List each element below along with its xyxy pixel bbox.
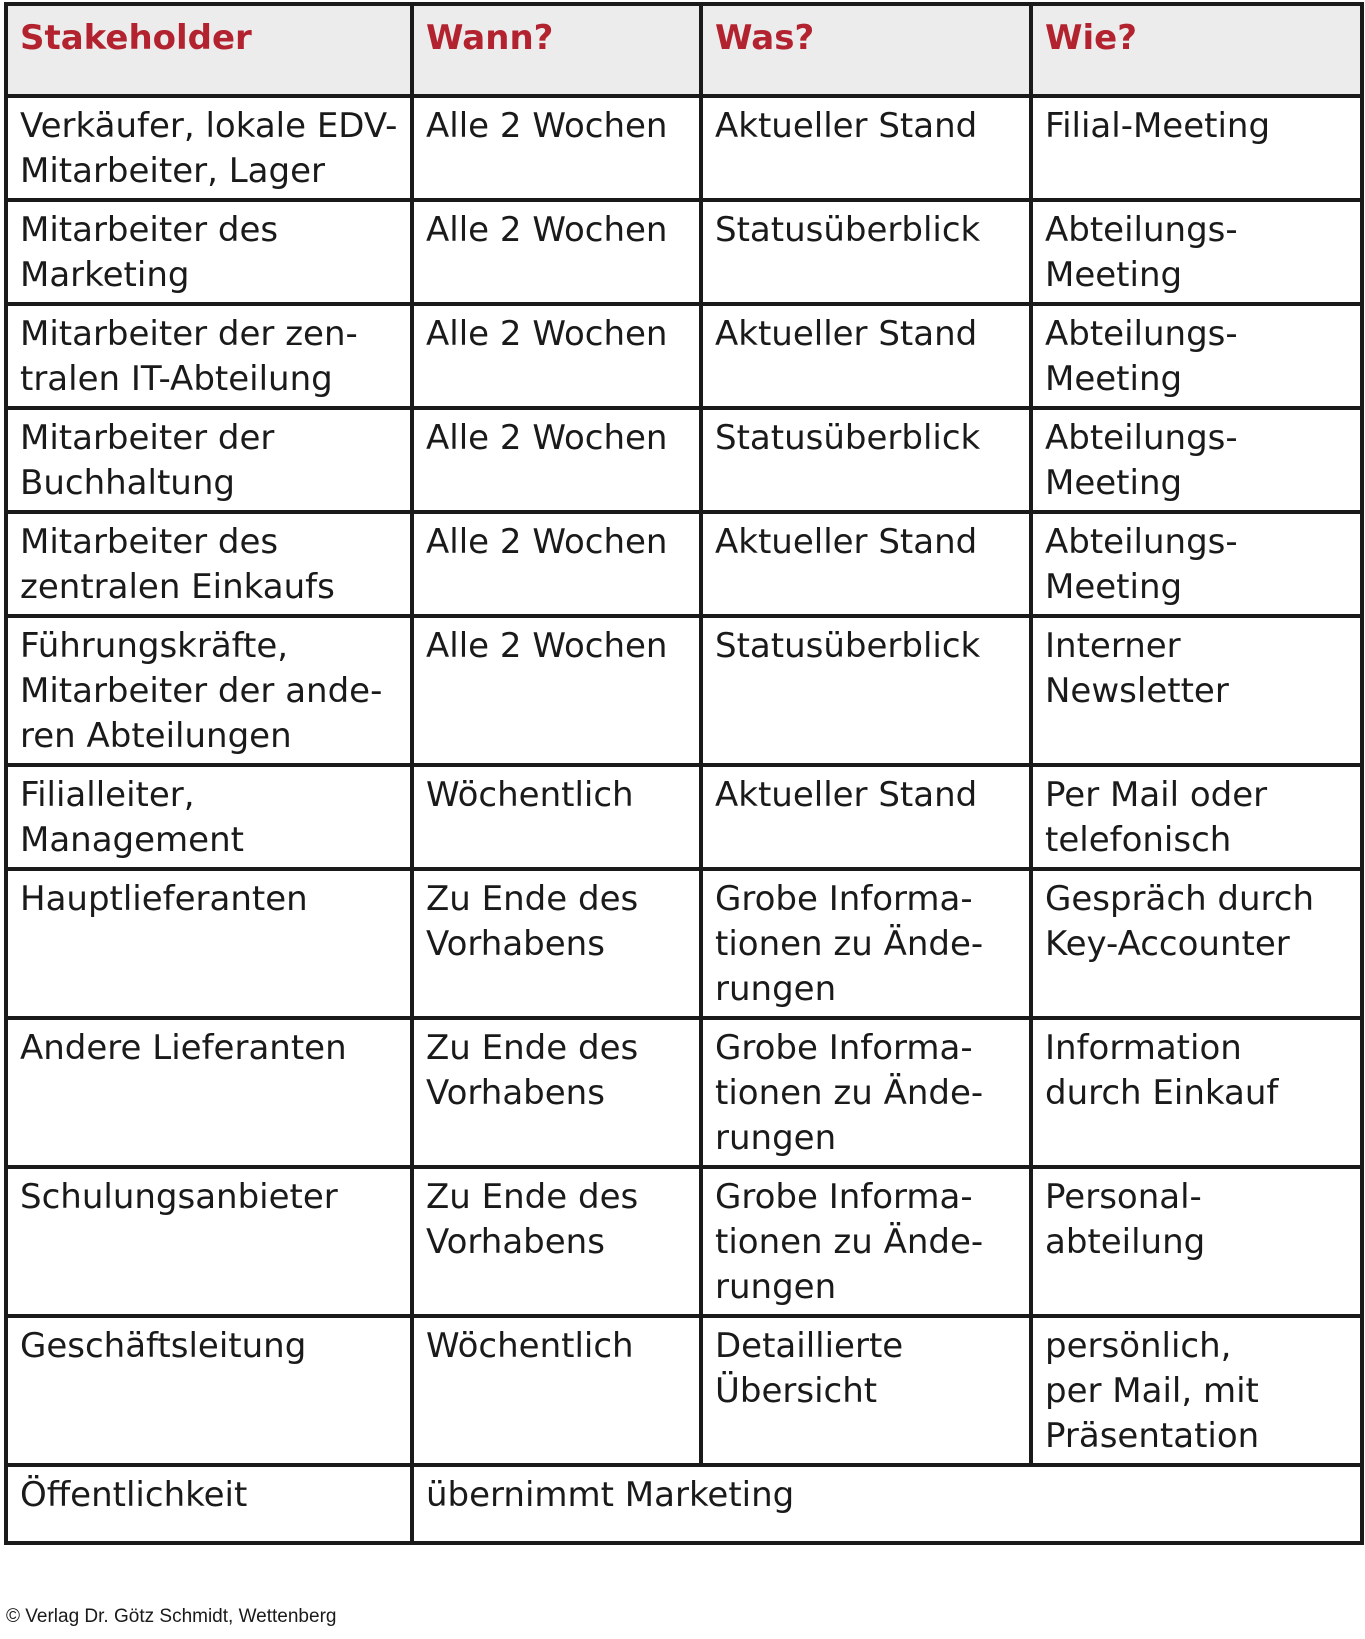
cell-wann: Alle 2 Wochen <box>412 616 701 765</box>
cell-wann: Alle 2 Wochen <box>412 512 701 616</box>
table-row <box>6 616 1362 765</box>
cell-wann: Zu Ende des Vorhabens <box>412 1167 701 1316</box>
table-body <box>6 96 1362 1543</box>
cell-wie: Interner Newsletter <box>1031 616 1362 765</box>
header-wie: Wie? <box>1031 4 1362 96</box>
header-stakeholder: Stakeholder <box>6 4 412 96</box>
cell-wann: Alle 2 Wochen <box>412 408 701 512</box>
cell-was: Statusüberblick <box>701 616 1031 765</box>
cell-wie: Filial-Meeting <box>1031 96 1362 200</box>
cell-stakeholder: Verkäufer, lokale EDV- Mitarbeiter, Lager <box>6 96 412 200</box>
copyright-footer: © Verlag Dr. Götz Schmidt, Wettenberg <box>6 1606 337 1627</box>
stakeholder-communication-table <box>4 2 1364 1545</box>
cell-stakeholder: Mitarbeiter der zen- tralen IT-Abteilung <box>6 304 412 408</box>
cell-wann: Alle 2 Wochen <box>412 96 701 200</box>
table-row <box>6 1167 1362 1316</box>
cell-stakeholder: Andere Lieferanten <box>6 1018 412 1167</box>
cell-stakeholder: Mitarbeiter des zentralen Einkaufs <box>6 512 412 616</box>
cell-merged-note: übernimmt Marketing <box>412 1465 1362 1543</box>
cell-wie: Per Mail oder telefonisch <box>1031 765 1362 869</box>
cell-wann: Zu Ende des Vorhabens <box>412 1018 701 1167</box>
cell-stakeholder: Hauptlieferanten <box>6 869 412 1018</box>
cell-stakeholder: Mitarbeiter des Marketing <box>6 200 412 304</box>
cell-wie: Gespräch durch Key-Accounter <box>1031 869 1362 1018</box>
cell-wie: Abteilungs- Meeting <box>1031 200 1362 304</box>
cell-was: Aktueller Stand <box>701 304 1031 408</box>
cell-stakeholder: Filialleiter, Management <box>6 765 412 869</box>
cell-was: Aktueller Stand <box>701 96 1031 200</box>
cell-wann: Wöchentlich <box>412 1316 701 1465</box>
stakeholder-table-container <box>4 2 1360 1545</box>
cell-was: Statusüberblick <box>701 200 1031 304</box>
header-wann: Wann? <box>412 4 701 96</box>
table-row <box>6 1316 1362 1465</box>
table-row <box>6 512 1362 616</box>
cell-was: Aktueller Stand <box>701 765 1031 869</box>
cell-stakeholder: Geschäftsleitung <box>6 1316 412 1465</box>
cell-was: Grobe Informa- tionen zu Ände- rungen <box>701 869 1031 1018</box>
cell-wann: Wöchentlich <box>412 765 701 869</box>
header-row <box>6 4 1362 96</box>
cell-was: Grobe Informa- tionen zu Ände- rungen <box>701 1167 1031 1316</box>
cell-wie: Personal- abteilung <box>1031 1167 1362 1316</box>
header-was: Was? <box>701 4 1031 96</box>
table-row <box>6 304 1362 408</box>
table-row <box>6 869 1362 1018</box>
table-header <box>6 4 1362 96</box>
cell-stakeholder: Führungskräfte, Mitarbeiter der ande- ren Abteilungen <box>6 616 412 765</box>
cell-wie: Information durch Einkauf <box>1031 1018 1362 1167</box>
cell-wann: Zu Ende des Vorhabens <box>412 869 701 1018</box>
cell-wann: Alle 2 Wochen <box>412 304 701 408</box>
cell-stakeholder: Mitarbeiter der Buchhaltung <box>6 408 412 512</box>
cell-wie: persönlich, per Mail, mit Präsentation <box>1031 1316 1362 1465</box>
cell-stakeholder: Schulungsanbieter <box>6 1167 412 1316</box>
cell-was: Statusüberblick <box>701 408 1031 512</box>
cell-wann: Alle 2 Wochen <box>412 200 701 304</box>
table-row <box>6 765 1362 869</box>
cell-was: Grobe Informa- tionen zu Ände- rungen <box>701 1018 1031 1167</box>
cell-wie: Abteilungs- Meeting <box>1031 512 1362 616</box>
table-row <box>6 408 1362 512</box>
cell-wie: Abteilungs- Meeting <box>1031 408 1362 512</box>
cell-was: Detaillierte Übersicht <box>701 1316 1031 1465</box>
table-row <box>6 96 1362 200</box>
table-row-last <box>6 1465 1362 1543</box>
table-row <box>6 200 1362 304</box>
cell-stakeholder: Öffentlichkeit <box>6 1465 412 1543</box>
cell-wie: Abteilungs- Meeting <box>1031 304 1362 408</box>
cell-was: Aktueller Stand <box>701 512 1031 616</box>
table-row <box>6 1018 1362 1167</box>
